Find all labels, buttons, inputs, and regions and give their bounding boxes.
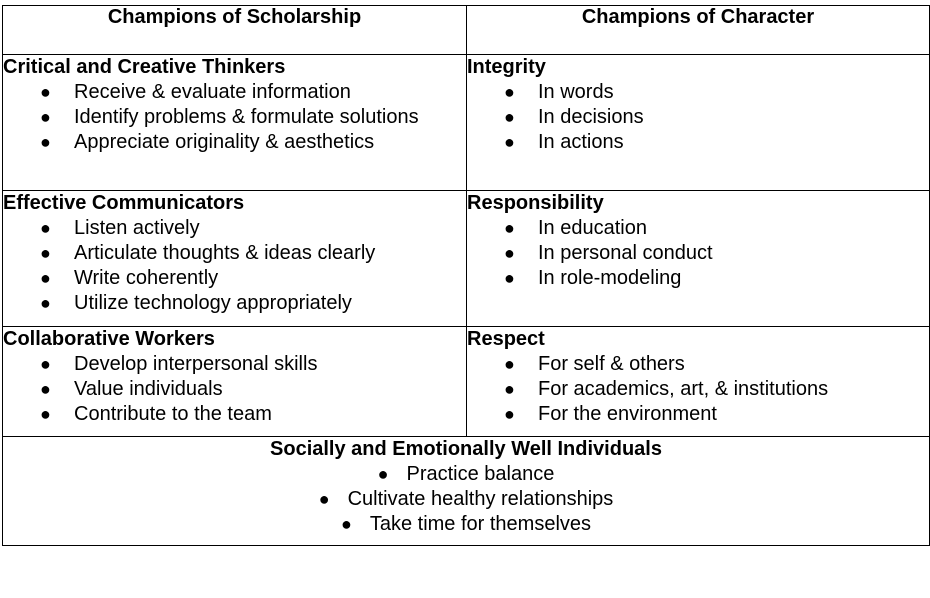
list-item: ● In words [504,81,614,103]
list-item: ● Develop interpersonal skills [40,353,318,375]
list-item: ● Utilize technology appropriately [40,292,352,314]
footer-title: Socially and Emotionally Well Individuals [270,438,662,460]
header-row [3,6,930,55]
bullet-list [467,216,929,291]
bullet-icon: ● [318,489,330,509]
cell-title: Responsibility [467,192,604,214]
list-item: ● For the environment [504,403,717,425]
list-item: ● For academics, art, & institutions [504,378,829,400]
bullet-icon: ● [40,404,51,424]
bullet-icon: ● [40,268,51,288]
cell-respect [467,327,930,437]
list-item: ● In personal conduct [504,242,713,264]
bullet-icon: ● [504,82,515,102]
bullet-icon: ● [504,132,515,152]
bullet-icon: ● [504,107,515,127]
cell-title: Critical and Creative Thinkers [3,56,286,78]
bullet-list [3,216,466,316]
list-item: ● Contribute to the team [40,403,272,425]
bullet-icon: ● [40,354,51,374]
values-table [2,5,930,546]
list-item: ● Cultivate healthy relationships [318,488,614,510]
list-item: ● Write coherently [40,267,219,289]
list-item: ● In actions [504,131,624,153]
cell-socially-emotionally-well [3,437,930,546]
list-item: ● Receive & evaluate information [40,81,351,103]
cell-responsibility [467,191,930,327]
bullet-icon: ● [40,243,51,263]
cell-title: Integrity [467,56,546,78]
bullet-icon: ● [40,107,51,127]
table-row [3,191,930,327]
cell-title: Effective Communicators [3,192,245,214]
list-item: ● In role-modeling [504,267,682,289]
list-item: ● Practice balance [377,463,555,485]
list-item: ● In decisions [504,106,644,128]
bullet-list [3,352,466,427]
list-item: ● Identify problems & formulate solutions [40,106,419,128]
list-item: ● Listen actively [40,217,200,239]
table-row [3,327,930,437]
bullet-icon: ● [504,404,515,424]
list-item: ● Appreciate originality & aesthetics [40,131,375,153]
bullet-icon: ● [377,464,389,484]
bullet-list [3,80,466,155]
bullet-icon: ● [40,82,51,102]
cell-integrity [467,55,930,191]
cell-title: Respect [467,328,545,350]
bullet-list [467,80,929,155]
bullet-icon: ● [40,218,51,238]
cell-critical-creative-thinkers [3,55,467,191]
footer-row [3,437,930,546]
cell-effective-communicators [3,191,467,327]
bullet-list [3,462,929,537]
bullet-icon: ● [504,268,515,288]
list-item: ● Value individuals [40,378,223,400]
bullet-icon: ● [40,293,51,313]
bullet-icon: ● [340,514,352,534]
header-character: Champions of Character [467,6,930,55]
bullet-list [467,352,929,427]
cell-title: Collaborative Workers [3,328,215,350]
list-item: ● In education [504,217,647,239]
table-row [3,55,930,191]
header-scholarship: Champions of Scholarship [3,6,467,55]
bullet-icon: ● [40,132,51,152]
list-item: ● Take time for themselves [340,513,592,535]
values-table-frame [2,5,929,592]
list-item: ● Articulate thoughts & ideas clearly [40,242,376,264]
bullet-icon: ● [504,379,515,399]
cell-collaborative-workers [3,327,467,437]
bullet-icon: ● [504,218,515,238]
list-item: ● For self & others [504,353,685,375]
bullet-icon: ● [504,354,515,374]
bullet-icon: ● [504,243,515,263]
bullet-icon: ● [40,379,51,399]
